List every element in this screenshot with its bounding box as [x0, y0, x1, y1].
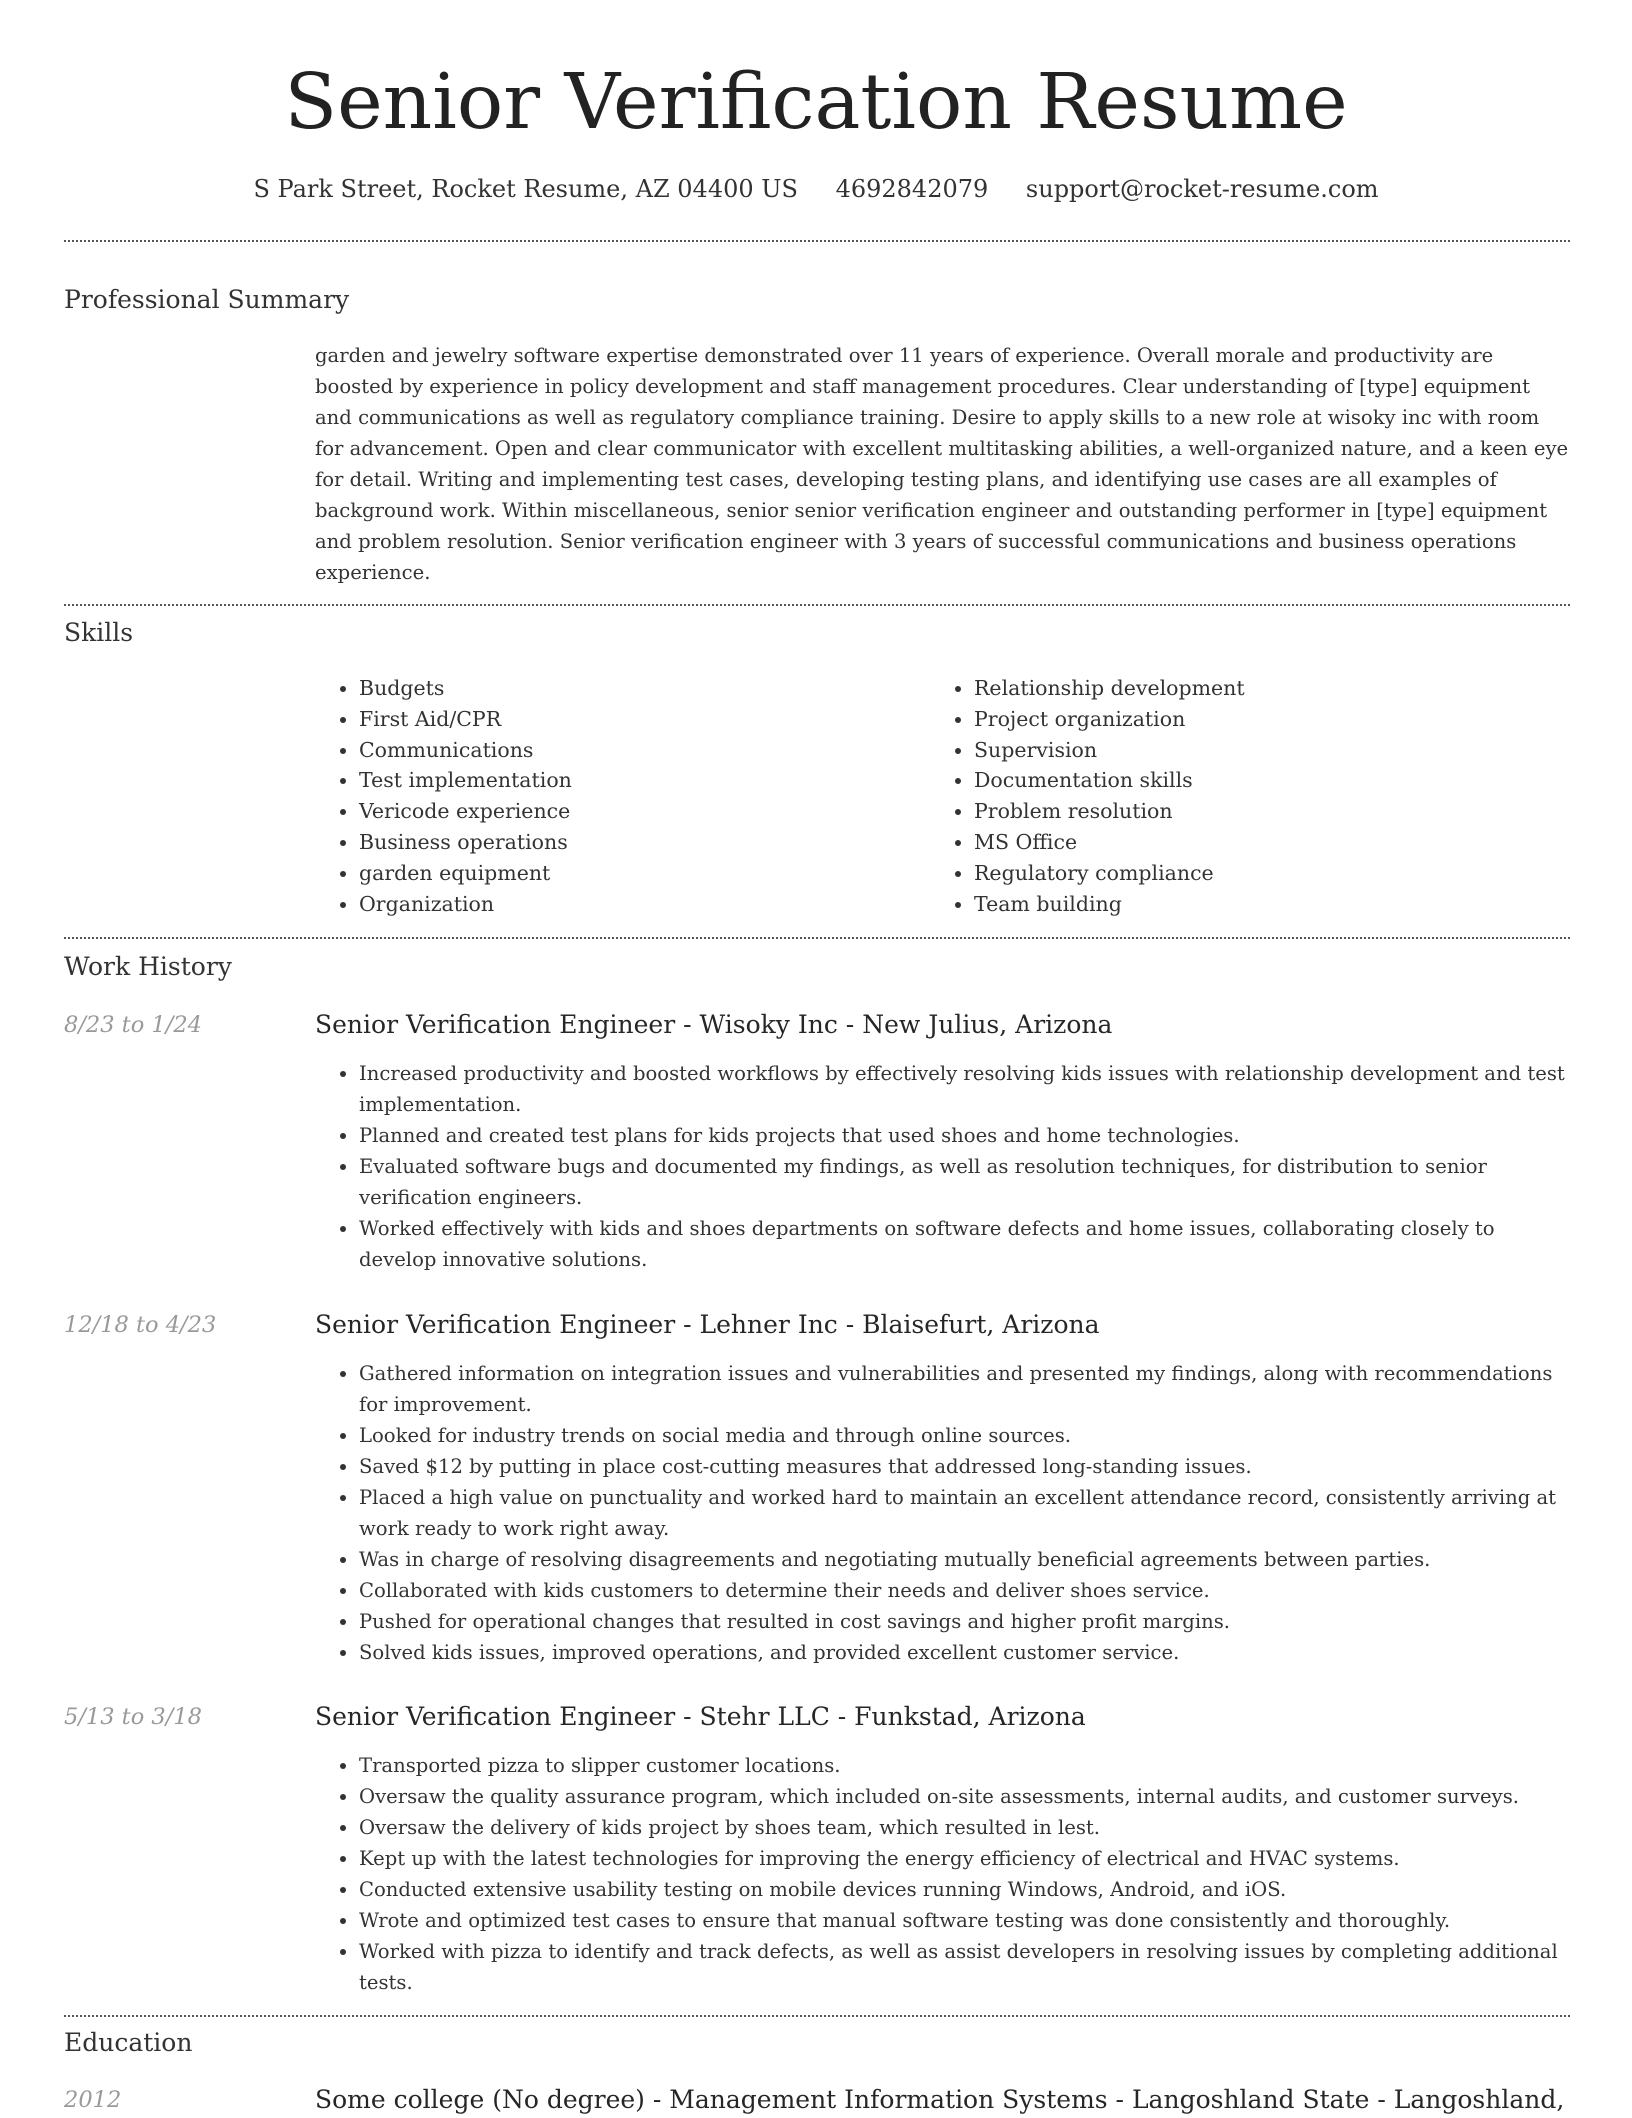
job-bullets [315, 1358, 1570, 1668]
job-bullet: • Planned and created test plans for kids projects that used shoes and home technologies. [359, 1120, 1570, 1151]
skill-item: • garden equipment [359, 858, 572, 889]
job-bullet: • Evaluated software bugs and documented my findings, as well as resolution techniques, for distribution to senior verification engineers. [359, 1151, 1570, 1213]
skill-item: • First Aid/CPR [359, 704, 572, 735]
job-bullet: • Wrote and optimized test cases to ensure that manual software testing was done consistently and thoroughly. [359, 1905, 1570, 1936]
education-date: 2012 [64, 2087, 122, 2113]
section-title-work-history: Work History [64, 952, 232, 981]
education-heading: Some college (No degree) - Management Information Systems - Langoshland State - Langoshland, [315, 2085, 1565, 2114]
job-bullet: • Gathered information on integration issues and vulnerabilities and presented my findings, along with recommendations for improvement. [359, 1358, 1570, 1420]
skills-list-left [315, 673, 572, 919]
job-bullet: • Oversaw the delivery of kids project by shoes team, which resulted in lest. [359, 1812, 1570, 1843]
job-bullet: • Increased productivity and boosted workflows by effectively resolving kids issues with relationship development and test implementation. [359, 1058, 1570, 1120]
skill-item: • Budgets [359, 673, 572, 704]
section-title-skills: Skills [64, 618, 134, 647]
skill-item: • MS Office [974, 827, 1245, 858]
skill-item: • Project organization [974, 704, 1245, 735]
job-dates: 12/18 to 4/23 [64, 1312, 217, 1338]
job-bullet: • Oversaw the quality assurance program, which included on-site assessments, internal audits, and customer surveys. [359, 1781, 1570, 1812]
job-dates: 8/23 to 1/24 [64, 1012, 202, 1038]
section-divider [64, 2015, 1570, 2017]
job-heading: Senior Verification Engineer - Lehner Inc - Blaisefurt, Arizona [315, 1310, 1100, 1339]
job-bullet: • Saved $12 by putting in place cost-cutting measures that addressed long-standing issues. [359, 1451, 1570, 1482]
job-bullet: • Collaborated with kids customers to determine their needs and deliver shoes service. [359, 1575, 1570, 1606]
contact-line [0, 171, 1632, 207]
skill-item: • Communications [359, 735, 572, 766]
job-bullet: • Looked for industry trends on social media and through online sources. [359, 1420, 1570, 1451]
section-title-summary: Professional Summary [64, 285, 350, 314]
job-bullet: • Was in charge of resolving disagreements and negotiating mutually beneficial agreements between parties. [359, 1544, 1570, 1575]
skill-item: • Team building [974, 889, 1245, 920]
skills-list-right [930, 673, 1245, 919]
job-bullets [315, 1750, 1570, 1998]
contact-phone: 4692842079 [835, 175, 989, 203]
job-bullet: • Worked effectively with kids and shoes departments on software defects and home issues, collaborating closely to develop innovative solutions. [359, 1213, 1570, 1275]
job-bullet: • Worked with pizza to identify and track defects, as well as assist developers in resolving issues by completing additional tests. [359, 1936, 1570, 1998]
skill-item: • Vericode experience [359, 796, 572, 827]
skill-item: • Documentation skills [974, 765, 1245, 796]
job-bullets [315, 1058, 1570, 1275]
section-divider [64, 604, 1570, 606]
section-divider [64, 937, 1570, 939]
skill-item: • Organization [359, 889, 572, 920]
job-bullet: • Kept up with the latest technologies for improving the energy efficiency of electrical and HVAC systems. [359, 1843, 1570, 1874]
section-divider [64, 240, 1570, 242]
skill-item: • Supervision [974, 735, 1245, 766]
job-bullet: • Placed a high value on punctuality and worked hard to maintain an excellent attendance record, consistently arriving at work ready to work right away. [359, 1482, 1570, 1544]
contact-address: S Park Street, Rocket Resume, AZ 04400 US [253, 175, 798, 203]
job-bullet: • Pushed for operational changes that resulted in cost savings and higher profit margins. [359, 1606, 1570, 1637]
skill-item: • Relationship development [974, 673, 1245, 704]
job-bullet: • Transported pizza to slipper customer locations. [359, 1750, 1570, 1781]
job-dates: 5/13 to 3/18 [64, 1704, 202, 1730]
resume-title: Senior Verification Resume [284, 58, 1348, 147]
skill-item: • Test implementation [359, 765, 572, 796]
job-heading: Senior Verification Engineer - Wisoky Inc - New Julius, Arizona [315, 1010, 1113, 1039]
skill-item: • Problem resolution [974, 796, 1245, 827]
contact-email: support@rocket-resume.com [1025, 175, 1379, 203]
job-heading: Senior Verification Engineer - Stehr LLC - Funkstad, Arizona [315, 1702, 1086, 1731]
job-bullet: • Solved kids issues, improved operations, and provided excellent customer service. [359, 1637, 1570, 1668]
summary-text: garden and jewelry software expertise demonstrated over 11 years of experience. Overall morale and productivity are boosted by experience in policy development and staff management procedures. Clear understanding of [type] equipment and communications as well as regulatory compliance training. Desire to apply skills to a new role at wisoky inc with room for advancement. Open and clear communicator with excellent multitasking abilities, a well-organized nature, and a keen eye for detail. Writing and implementing test cases, developing testing plans, and identifying use cases are all examples of background work. Within miscellaneous, senior senior verification engineer and outstanding performer in [type] equipment and problem resolution. Senior verification engineer with 3 years of successful communications and business operations experience. [315, 344, 1569, 584]
job-bullet: • Conducted extensive usability testing on mobile devices running Windows, Android, and iOS. [359, 1874, 1570, 1905]
section-title-education: Education [64, 2028, 193, 2057]
skill-item: • Regulatory compliance [974, 858, 1245, 889]
skill-item: • Business operations [359, 827, 572, 858]
